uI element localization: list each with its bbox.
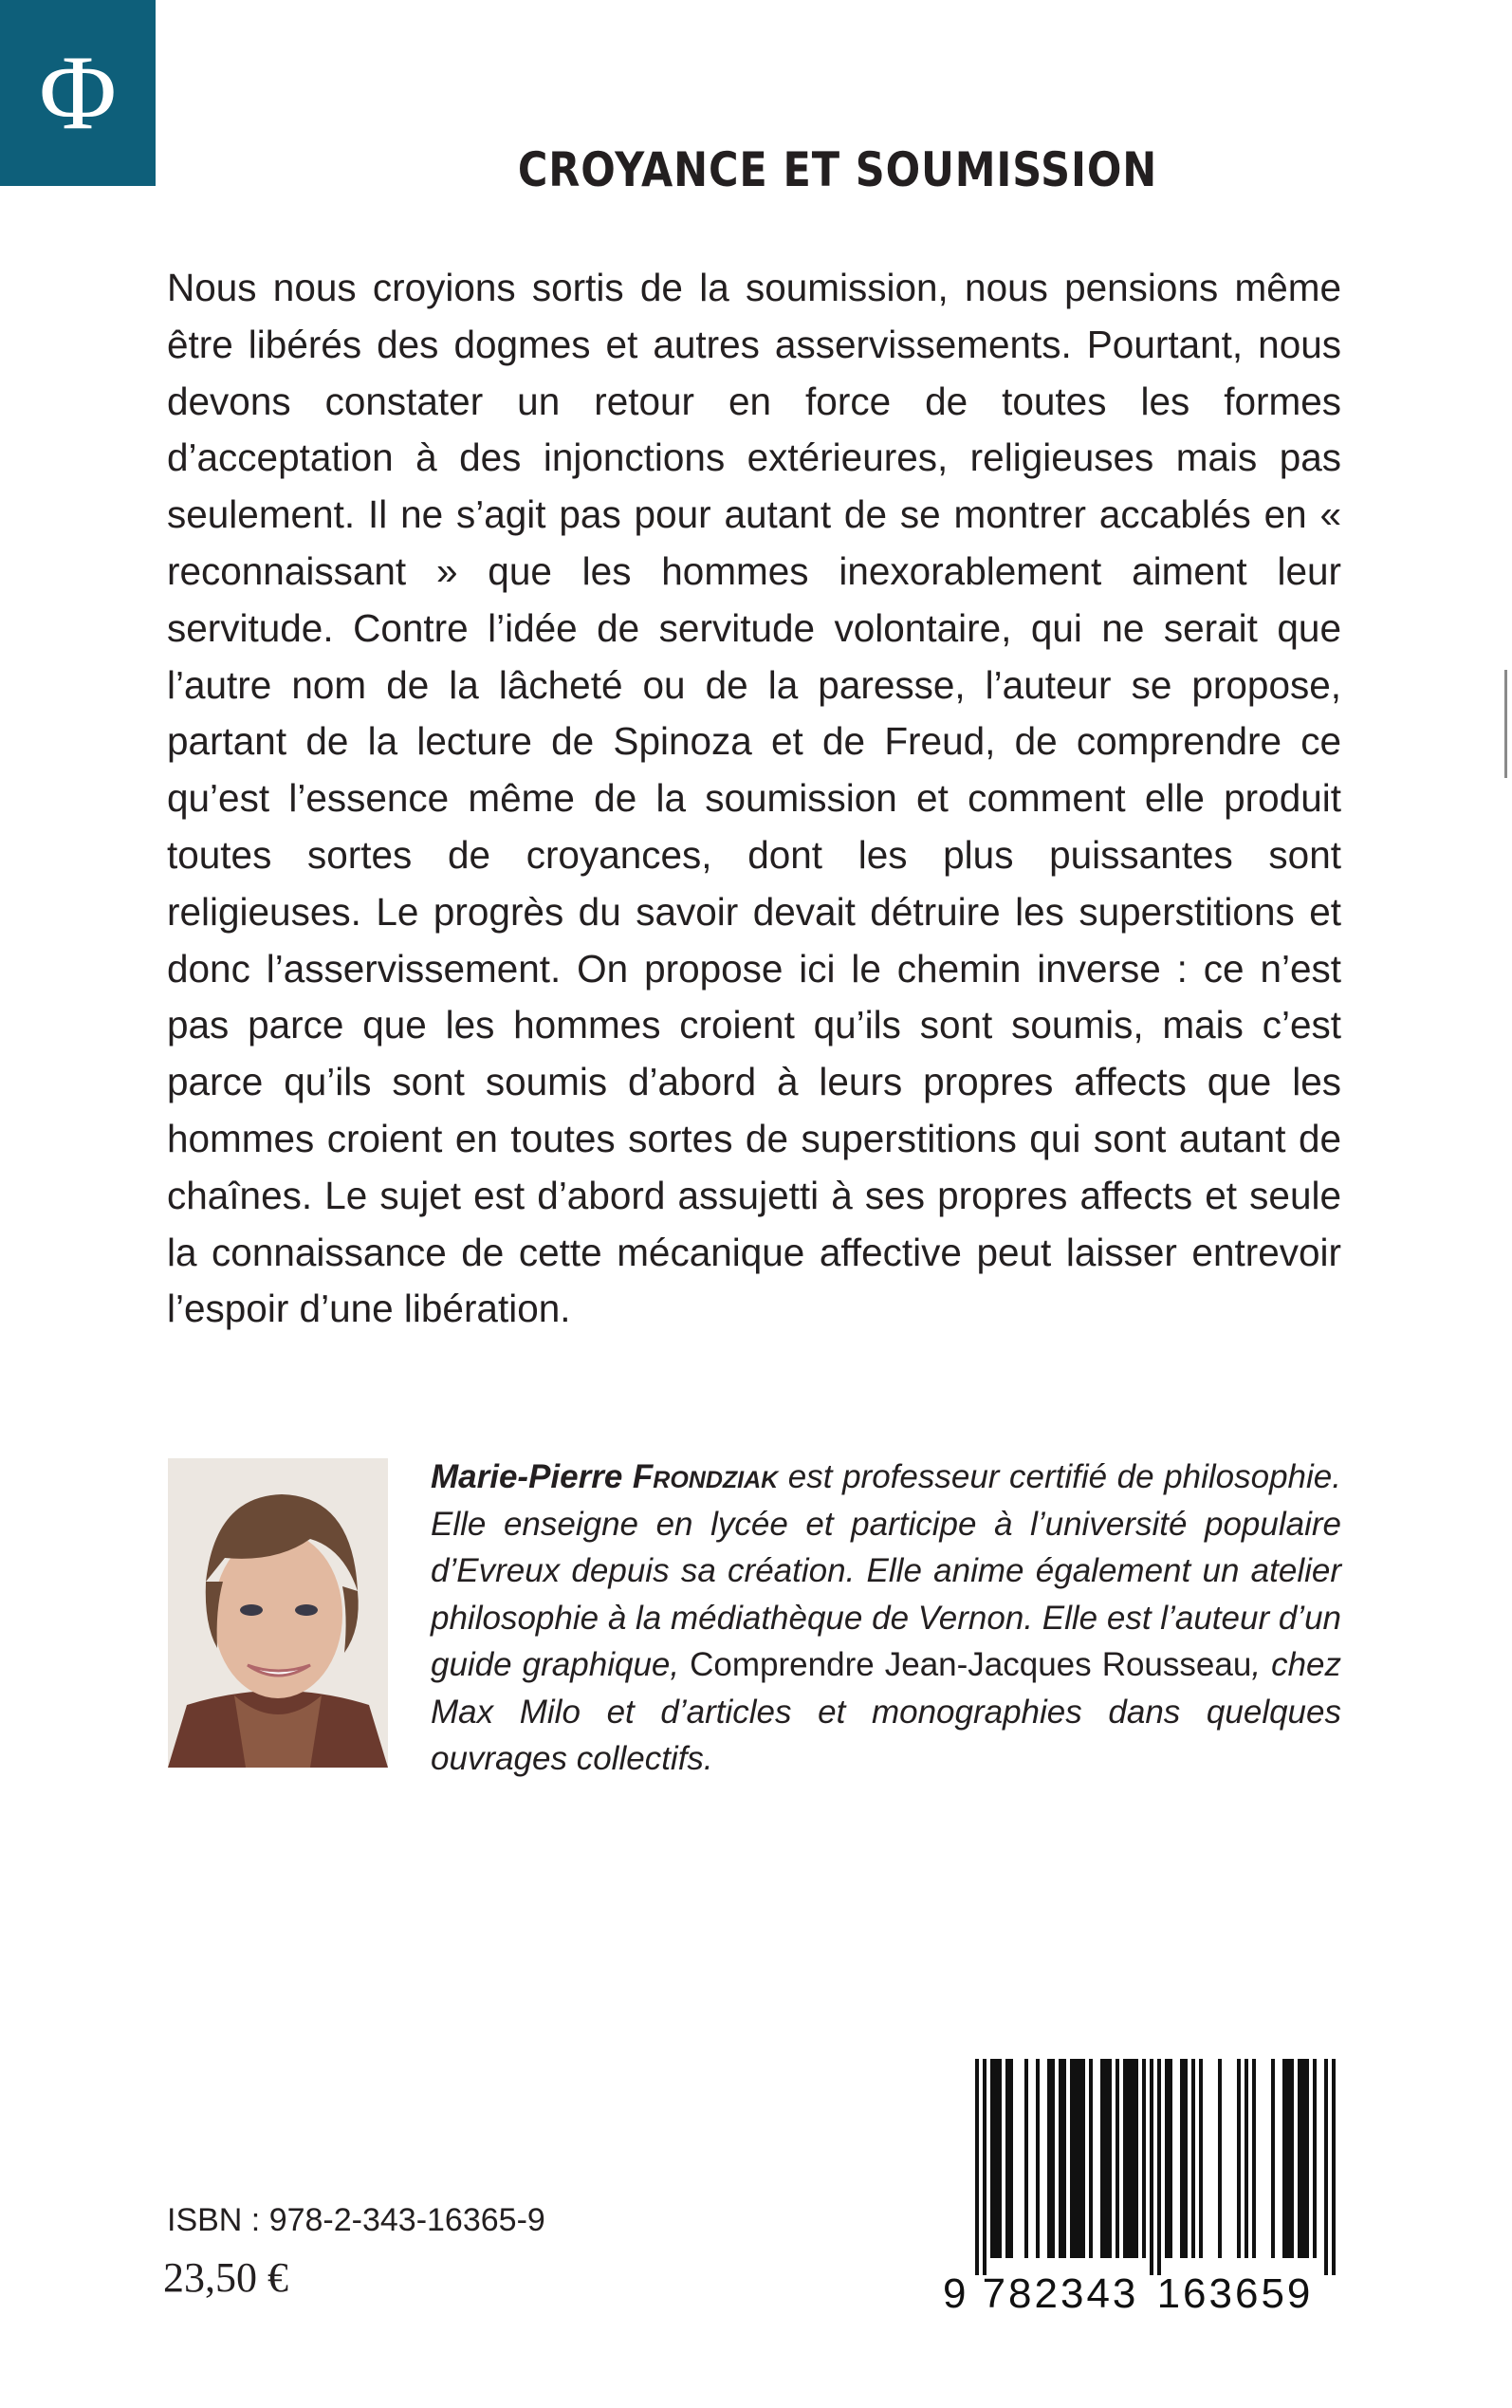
barcode-first-digit: 9	[943, 2270, 967, 2315]
barcode-bar	[1142, 2059, 1146, 2258]
barcode-bar	[1332, 2059, 1336, 2275]
barcode-bar	[1100, 2059, 1104, 2258]
barcode-bar	[1074, 2059, 1078, 2258]
barcode-bar	[1313, 2059, 1317, 2258]
barcode-bar	[1245, 2059, 1248, 2258]
barcode-bar	[1081, 2059, 1085, 2258]
barcode-bars	[975, 2059, 1336, 2275]
barcode-bar	[1131, 2059, 1134, 2258]
barcode-bar	[1089, 2059, 1093, 2258]
barcode-bar	[1127, 2059, 1131, 2258]
barcode-bar	[1116, 2059, 1119, 2258]
barcode-bar	[1062, 2059, 1066, 2258]
barcode-bar	[1286, 2059, 1290, 2258]
barcode-bar	[1134, 2059, 1138, 2258]
barcode-bar	[1165, 2059, 1169, 2258]
barcode-bar	[1157, 2059, 1161, 2275]
author-photo	[168, 1458, 388, 1768]
author-bio-text-1: est professeur certifié de philosophie. Elle enseigne en lycée et participe à l’université populaire d’Evreux depuis sa création. Elle anime également un atelier philosophie à la médiathèque de Vernon. Elle est l’auteur d’un guide graphique,	[431, 1458, 1341, 1683]
barcode-bar	[975, 2059, 979, 2275]
barcode-right-digits: 163659	[1156, 2270, 1314, 2315]
author-bio	[431, 1454, 1341, 1783]
barcode-bar	[1047, 2059, 1051, 2258]
edge-mark	[1504, 670, 1507, 778]
barcode-bar	[994, 2059, 998, 2258]
barcode-bar	[1036, 2059, 1040, 2258]
barcode-bar	[1059, 2059, 1062, 2258]
barcode-bar	[1199, 2059, 1203, 2258]
barcode-bar	[1305, 2059, 1309, 2258]
barcode-bar	[1301, 2059, 1305, 2258]
barcode-bar	[1191, 2059, 1195, 2258]
barcode-bar	[1009, 2059, 1013, 2258]
barcode-bar	[1324, 2059, 1328, 2275]
barcode-bar	[983, 2059, 986, 2275]
referenced-book-title: Comprendre Jean-Jacques Rousseau	[690, 1646, 1252, 1683]
barcode-bar	[1024, 2059, 1028, 2258]
barcode-bar	[1252, 2059, 1256, 2258]
barcode-bar	[1218, 2059, 1222, 2258]
author-first-name: Marie-Pierre	[431, 1458, 623, 1495]
barcode-bar	[1180, 2059, 1184, 2258]
barcode-bar	[998, 2059, 1002, 2258]
phi-logo-glyph: Φ	[39, 34, 117, 152]
back-cover-blurb: Nous nous croyions sortis de la soumission, nous pensions même être libérés des dogmes et autres asservissements. Pourtant, nous devons constater un retour en force de toutes les formes d’acceptation à des injonctions extérieures, religieuses mais pas seulement. Il ne s’agit pas pour autant de se montrer accablés en « reconnaissant » que les hommes inexorablement aiment leur servitude. Contre l’idée de servitude volontaire, qui ne serait que l’autre nom de la lâcheté ou de la paresse, l’auteur se propose, partant de la lecture de Spinoza et de Freud, de comprendre ce qu’est l’essence même de la soumission et comment elle produit toutes sortes de croyances, dont les plus puissantes sont religieuses. Le progrès du savoir devait détruire les superstitions et donc l’asservissement. On propose ici le chemin inverse : ce n’est pas parce que les hommes croient qu’ils sont soumis, mais c’est parce qu’ils sont soumis d’abord à leurs propres affects que les hommes croient en toutes sortes de superstitions qui sont autant de chaînes. Le sujet est d’abord assujetti à ses propres affects et seule la connaissance de cette mécanique affective peut laisser entrevoir l’espoir d’une libération.	[167, 266, 1341, 1331]
barcode-bar	[1271, 2059, 1275, 2258]
barcode-bar	[1123, 2059, 1127, 2258]
barcode-bar	[1290, 2059, 1294, 2258]
barcode-bar	[990, 2059, 994, 2258]
barcode-bar	[1078, 2059, 1081, 2258]
barcode-bar	[1070, 2059, 1074, 2258]
isbn-barcode	[937, 2059, 1347, 2315]
barcode-left-digits: 782343	[982, 2270, 1139, 2315]
author-bio-text-2: , chez Max Milo et d’articles et monographies dans quelques ouvrages collectifs.	[431, 1646, 1342, 1777]
barcode-bar	[1169, 2059, 1172, 2258]
barcode-bar	[1237, 2059, 1241, 2258]
isbn-number: ISBN : 978-2-343-16365-9	[167, 2202, 545, 2238]
price: 23,50 €	[163, 2254, 288, 2301]
author-last-name: Frondziak	[632, 1458, 779, 1495]
barcode-bar	[1150, 2059, 1153, 2275]
barcode-bar	[1104, 2059, 1108, 2258]
barcode-bar	[1108, 2059, 1112, 2258]
barcode-bar	[1184, 2059, 1188, 2258]
barcode-bar	[1298, 2059, 1301, 2258]
barcode-bar	[1051, 2059, 1055, 2258]
barcode-bar	[1005, 2059, 1009, 2258]
book-title: CROYANCE ET SOUMISSION	[517, 142, 1158, 197]
barcode-bar	[1282, 2059, 1286, 2258]
